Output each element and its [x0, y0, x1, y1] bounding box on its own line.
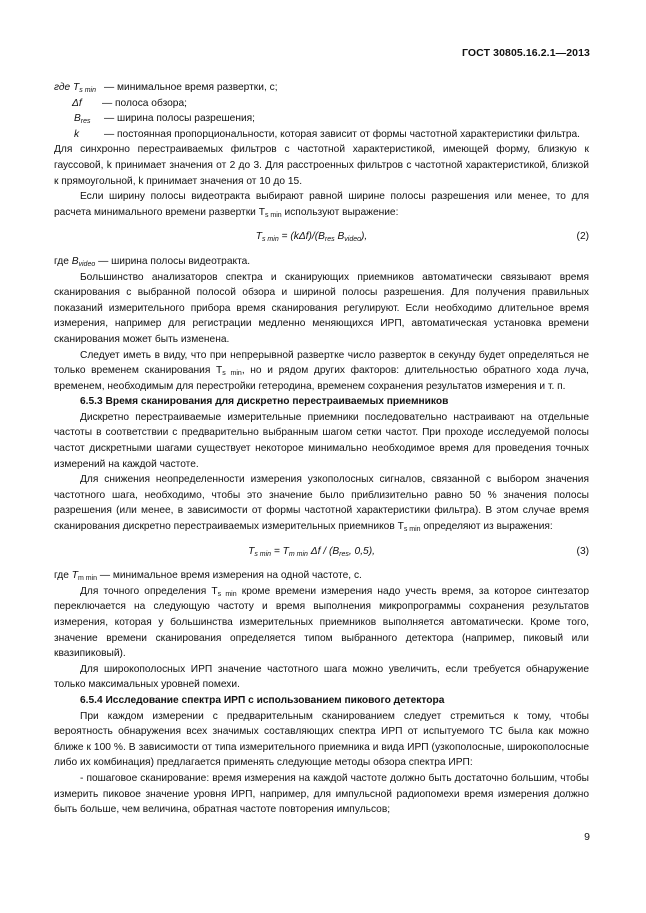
formula-number: (3) — [576, 545, 589, 557]
definition-row: Δf — полоса обзора; — [54, 96, 589, 112]
formula-2 — [54, 229, 589, 245]
formula-expression: $T_{s min} = T_{m min}$ Δf / ($B_{res}$, 0,5), — [248, 545, 375, 558]
paragraph: Для снижения неопределенности измерения узкополосных сигналов, связанной с выбором значения частотного шага, необходимо, чтобы это значение было приблизительно равно 50 % значения полосы разрешения (или менее, в зависимости от формы частотной характеристики фильтра). В этом случае время сканирования дискретно перестраиваемых измерительных приемников $T_{s min}$ определяют из выражения: — [54, 474, 589, 534]
formula-number: (2) — [576, 231, 589, 243]
page-number: 9 — [584, 831, 590, 843]
formula-expression: $T_{s min} = (k\Delta f)/(B_{res}$ $B_{video}$), — [255, 231, 368, 244]
paragraph: Для синхронно перестраиваемых фильтров с частотной характеристикой, имеющей форму, близкую к гауссовой, k принимает значения от 2 до 3. Для расстроенных фильтров с частотной характеристикой, близкой к прямоугольной, k принимает значения от 10 до 15. — [54, 144, 589, 187]
definition-text: — полоса обзора; — [102, 97, 187, 109]
definition-text: — минимальное время развертки, с; — [104, 82, 278, 93]
paragraph: Для широкополосных ИРП значение частотного шага можно увеличить, если требуется обнаружение только максимальных уровней помехи. — [54, 663, 589, 691]
paragraph: где $T_{m min}$ — минимальное время измерения на одной частоте, с. — [54, 570, 362, 583]
definition-row: где $T_{s min}$ — минимальное время развертки, с; — [54, 82, 278, 94]
paragraph: Большинство анализаторов спектра и сканирующих приемников автоматически связывают время сканирования с выбранной полосой обзора и шириной полосы разрешения. Для получения правильных показаний измерительного прибора время сканирования регулируют. Если необходимо длительное время измерения, например для регистрации медленно меняющихся ИРП, автоматическая установка времени сканирования может быть изменена. — [54, 271, 589, 345]
document-body — [54, 80, 589, 818]
definition-row: k — постоянная пропорциональности, которая зависит от формы частотной характеристики фильтра. — [54, 127, 589, 143]
document-id: ГОСТ 30805.16.2.1—2013 — [462, 47, 590, 59]
definition-text: — постоянная пропорциональности, которая зависит от формы частотной характеристики фильтра. — [104, 128, 581, 140]
definition-text: — ширина полосы разрешения; — [104, 113, 256, 125]
paragraph: Для точного определения $T_{s min}$ кроме времени измерения надо учесть время, за которое синтезатор переключается на следующую частоту и время выполнения микропрограммы сохранения результатов измерения, которая у большинства измерительных приемников выполняется автоматически. Кроме того, значение времени сканирования определяется типом выбранного детектора (например, пиковый или квазипиковый). — [54, 585, 589, 660]
paragraph: где $B_{video}$ — ширина полосы видеотракта. — [54, 255, 251, 268]
paragraph: При каждом измерении с предварительным сканированием следует стремиться к тому, чтобы вероятность обнаружения всех значимых составляющих спектра ИРП от испытуемого ТС была как можно ближе к 100 %. В зависимости от типа измерительного приемника и вида ИРП (узкополосные, широкополосные либо их комбинация) предлагается применять следующие методы обзора спектра ИРП: — [54, 710, 589, 769]
paragraph: Следует иметь в виду, что при непрерывной развертке число разверток в секунду будет определяться не только временем сканирования $T_{s min}$, но и рядом других факторов: длительностью обратного хода луча, временем, необходимым для перестройки гетеродина, временем сохранения результатов измерения и т. п. — [54, 349, 589, 392]
paragraph: - пошаговое сканирование: время измерения на каждой частоте должно быть достаточно большим, чтобы измерить пиковое значение уровня ИРП, например, для импульсной радиопомехи время измерения должно быть больше, чем величина, обратная частоте повторения импульсов; — [54, 772, 589, 816]
section-heading: 6.5.4 Исследование спектра ИРП с использованием пикового детектора — [80, 694, 445, 706]
formula-3 — [54, 544, 589, 560]
paragraph: Если ширину полосы видеотракта выбирают равной ширине полосы разрешения или менее, то для расчета минимального времени развертки $T_{s min}$ используют выражение: — [54, 191, 589, 219]
definition-row: $B_{res}$ — ширина полосы разрешения; — [74, 113, 256, 126]
paragraph: Дискретно перестраиваемые измерительные приемники последовательно настраивают на отдельные частоты в соответствии с предварительно выбранным шагом сетки частот. При проходе исследуемой полосы частот дискретными шагами существует некоторое минимально необходимое время для проведения точных измерений на каждой частоте. — [54, 411, 589, 470]
section-heading: 6.5.3 Время сканирования для дискретно перестраиваемых приемников — [80, 396, 449, 408]
